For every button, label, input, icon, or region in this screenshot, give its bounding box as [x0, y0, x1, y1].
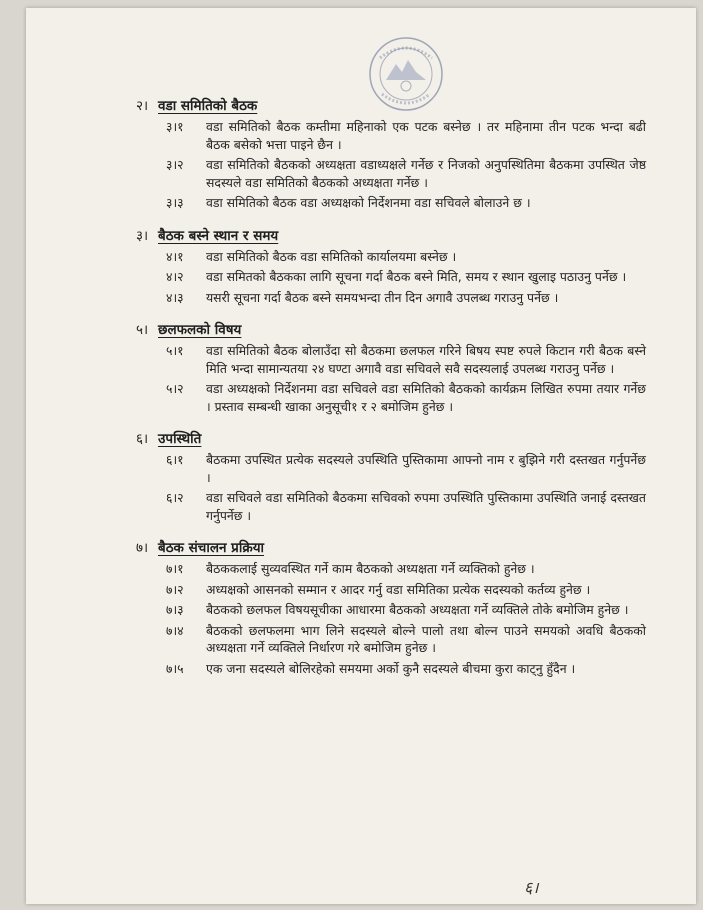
clause-number: ४।३	[166, 289, 184, 305]
section	[136, 96, 646, 212]
clause-number: ५।२	[166, 381, 184, 396]
section-heading	[136, 320, 646, 338]
section-number: ५।	[136, 322, 149, 338]
clause	[136, 156, 646, 191]
section-heading	[136, 538, 646, 556]
clause-text: वडा समितिको बैठक वडा अध्यक्षको निर्देशनमा वडा सचिवले बोलाउने छ ।	[206, 195, 531, 210]
clause-number: ६।२	[166, 490, 184, 505]
section	[136, 429, 646, 524]
clause-number: ७।३	[166, 602, 184, 617]
section-title: छलफलको विषय	[158, 322, 242, 338]
section-title: उपस्थिति	[158, 431, 202, 447]
clause-text: वडा समितको बैठकका लागि सूचना गर्दा बैठक बस्ने मिति, समय र स्थान खुलाइ पठाउनु पर्नेछ ।	[206, 269, 627, 284]
clause	[136, 560, 646, 578]
clause-text: वडा अध्यक्षको निर्देशनमा वडा सचिवले वडा समितिको बैठकको कार्यक्रम लिखित रुपमा तयार गर्नेछ । प्रस्ताव सम्बन्धी खाका अनुसूची१ र २ बमोजिम हुनेछ ।	[206, 381, 646, 414]
clause-text: बैठकको छलफल विषयसूचीका आधारमा बैठकको अध्यक्षता गर्ने व्यक्तिले तोके बमोजिम हुनेछ ।	[206, 602, 629, 617]
clause-text: यसरी सूचना गर्दा बैठक बस्ने समयभन्दा तीन दिन अगावै उपलब्ध गराउनु पर्नेछ ।	[206, 289, 559, 305]
section-number: ७।	[136, 540, 149, 556]
clause	[136, 268, 646, 286]
clause	[136, 118, 646, 153]
section	[136, 320, 646, 415]
clause	[136, 451, 646, 486]
clause-text: वडा समितिको बैठक वडा समितिको कार्यालयमा बस्नेछ ।	[206, 248, 457, 264]
section-number: ६।	[136, 431, 149, 447]
clause-number: ३।३	[166, 195, 184, 210]
clause-number: ७।१	[166, 561, 184, 576]
clause	[136, 342, 646, 377]
clause-number: ४।१	[166, 248, 184, 264]
clause-text: बैठककलाई सुव्यवस्थित गर्ने काम बैठकको अध्यक्षता गर्ने व्यक्तिको हुनेछ ।	[206, 561, 535, 576]
clause-number: ३।१	[166, 119, 184, 134]
clause	[136, 380, 646, 415]
document-page	[26, 8, 696, 904]
section-heading	[136, 429, 646, 447]
section	[136, 538, 646, 677]
section-title: बैठक बस्ने स्थान र समय	[158, 227, 279, 244]
clause-text: एक जना सदस्यले बोलिरहेको समयमा अर्को कुनै सदस्यले बीचमा कुरा काट्नु हुँदैन ।	[206, 660, 576, 676]
clause-text: वडा सचिवले वडा समितिको बैठकमा सचिवको रुपमा उपस्थिति पुस्तिकामा उपस्थिति जनाई दस्तखत गर्नुपर्नेछ ।	[206, 490, 646, 523]
clause-text: वडा समितिको बैठक कम्तीमा महिनाको एक पटक बस्नेछ । तर महिनामा तीन पटक भन्दा बढी बैठक बसेको भत्ता पाइने छैन ।	[206, 119, 646, 152]
section-title: वडा समितिको बैठक	[158, 98, 258, 114]
clause-text: वडा समितिको बैठक बोलाउँदा सो बैठकमा छलफल गरिने बिषय स्पष्ट रुपले किटान गरी बैठक बस्ने मिति भन्दा सामान्यतया २४ घण्टा अगावै वडा सचिवले सवै सदस्यलाई उपलब्ध गराउनु पर्नेछ ।	[206, 343, 646, 376]
clause-number: ५।१	[166, 343, 184, 358]
section-heading	[136, 96, 646, 114]
document-body	[136, 96, 646, 691]
clause	[136, 289, 646, 307]
clause-number: ४।२	[166, 269, 184, 284]
clause	[136, 660, 646, 678]
clause-number: ७।५	[166, 660, 184, 676]
page-number: ६।	[524, 878, 539, 897]
clause-text: अध्यक्षको आसनको सम्मान र आदर गर्नु वडा समितिका प्रत्येक सदस्यको कर्तव्य हुनेछ ।	[206, 581, 591, 597]
clause-number: ७।४	[166, 622, 184, 638]
clause-number: ३।२	[166, 157, 184, 172]
section-heading	[136, 226, 646, 244]
clause-number: ७।२	[166, 581, 184, 597]
clause	[136, 622, 646, 657]
clause	[136, 489, 646, 524]
section-title: बैठक संचालन प्रक्रिया	[158, 540, 265, 556]
clause-text: वडा समितिको बैठकको अध्यक्षता वडाध्यक्षले गर्नेछ र निजको अनुपस्थितिमा बैठकमा उपस्थित जेष्ठ सदस्यले वडा समितिको बैठकको अध्यक्षता गर्नेछ ।	[206, 157, 646, 190]
clause-number: ६।१	[166, 452, 184, 467]
clause-text: बैठकमा उपस्थित प्रत्येक सदस्यले उपस्थिति पुस्तिकामा आफ्नो नाम र बुझिने गरी दस्तखत गर्नुपर्नेछ ।	[206, 452, 646, 485]
section	[136, 226, 646, 307]
clause	[136, 601, 646, 619]
clause-text: बैठकको छलफलमा भाग लिने सदस्यले बोल्ने पालो तथा बोल्न पाउने समयको अवधि बैठकको अध्यक्षता गर्ने व्यक्तिले निर्धारण गरे बमोजिम हुनेछ ।	[206, 622, 646, 655]
clause	[136, 194, 646, 212]
clause	[136, 581, 646, 599]
section-number: २।	[136, 98, 149, 114]
section-number: ३।	[136, 227, 149, 244]
clause	[136, 248, 646, 266]
